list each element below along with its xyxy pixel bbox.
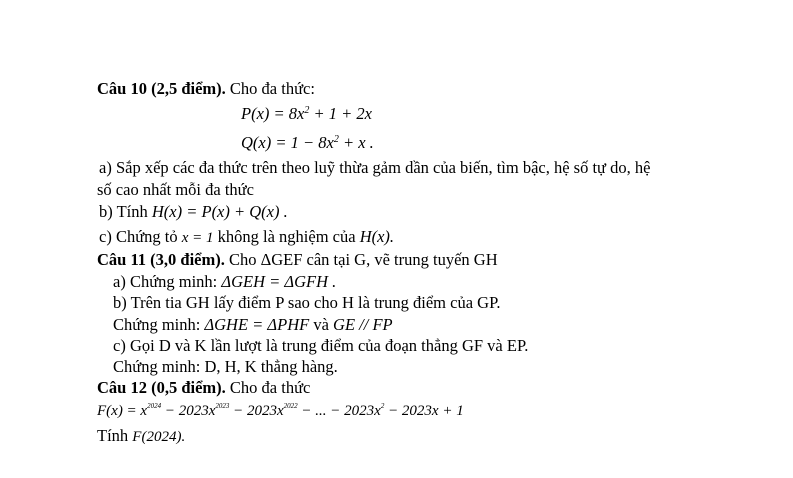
q11-b-math: ΔGHE = ΔPHF	[204, 315, 310, 334]
q11-part-b-proof	[113, 315, 393, 335]
f-exp2: 2023	[215, 402, 230, 410]
q11-part-b-line: b) Trên tia GH lấy điểm P sao cho H là trung điểm của GP.	[113, 293, 501, 312]
q10-polynomial-p	[241, 104, 372, 124]
q10-b-text: b) Tính	[99, 202, 148, 221]
q10-polynomial-q	[241, 133, 374, 153]
f-exp4: 2	[380, 402, 385, 410]
q10-part-c	[99, 227, 394, 248]
q10-c-math: x = 1	[181, 230, 214, 246]
q12-compute-pre: Tính	[97, 426, 129, 445]
f-term4: − ... − 2023x	[297, 403, 381, 419]
f-term2: − 2023x	[161, 403, 216, 419]
q10-heading-line	[97, 79, 315, 99]
f-exp1: 2024	[147, 402, 162, 410]
p-rhs: + 1 + 2x	[309, 104, 372, 123]
q-rhs: + x .	[338, 133, 374, 152]
q12-intro: Cho đa thức	[229, 378, 311, 397]
q10-intro: Cho đa thức:	[229, 79, 315, 98]
q10-b-math: H(x) = P(x) + Q(x) .	[151, 202, 288, 221]
q11-heading: Câu 11 (3,0 điểm).	[97, 250, 225, 269]
q12-polynomial-f	[97, 401, 464, 421]
q11-b-and: và	[313, 315, 329, 334]
q11-a-math: ΔGEH = ΔGFH .	[221, 272, 337, 291]
q11-heading-line	[97, 250, 498, 270]
q-lhs: Q(x) = 1 − 8x	[241, 133, 334, 152]
p-exponent: 2	[304, 105, 310, 116]
f-term3: − 2023x	[229, 403, 284, 419]
q11-a-pre: a) Chứng minh:	[113, 272, 218, 291]
q10-heading: Câu 10 (2,5 điểm).	[97, 79, 226, 98]
f-term5: − 2023x + 1	[384, 403, 464, 419]
q10-part-a-line2: số cao nhất mỗi đa thức	[97, 180, 254, 199]
q10-c-mid: không là nghiệm của	[217, 227, 356, 246]
q11-part-c-proof: Chứng minh: D, H, K thẳng hàng.	[113, 357, 338, 376]
q11-part-a	[113, 272, 336, 292]
q10-c-pre: c) Chứng tỏ	[99, 227, 178, 246]
q12-compute	[97, 426, 185, 447]
q12-heading-line	[97, 378, 310, 398]
f-term1: F(x) = x	[97, 403, 148, 419]
q10-part-a-line1: a) Sắp xếp các đa thức trên theo luỹ thừa gảm dần của biến, tìm bậc, hệ số tự do, hệ	[99, 158, 651, 177]
q12-heading: Câu 12 (0,5 điểm).	[97, 378, 226, 397]
q10-part-b	[99, 202, 288, 222]
q11-b-math2: GE // FP	[333, 315, 393, 334]
q-exponent: 2	[333, 134, 339, 145]
q11-intro: Cho ΔGEF cân tại G, vẽ trung tuyến GH	[229, 250, 498, 269]
p-lhs: P(x) = 8x	[241, 104, 305, 123]
q12-compute-math: F(2024).	[132, 429, 186, 445]
q10-c-math2: H(x).	[359, 227, 395, 246]
q11-b-pre: Chứng minh:	[113, 315, 201, 334]
f-exp3: 2022	[283, 402, 298, 410]
q11-part-c-line: c) Gọi D và K lần lượt là trung điểm của đoạn thẳng GF và EP.	[113, 336, 529, 355]
